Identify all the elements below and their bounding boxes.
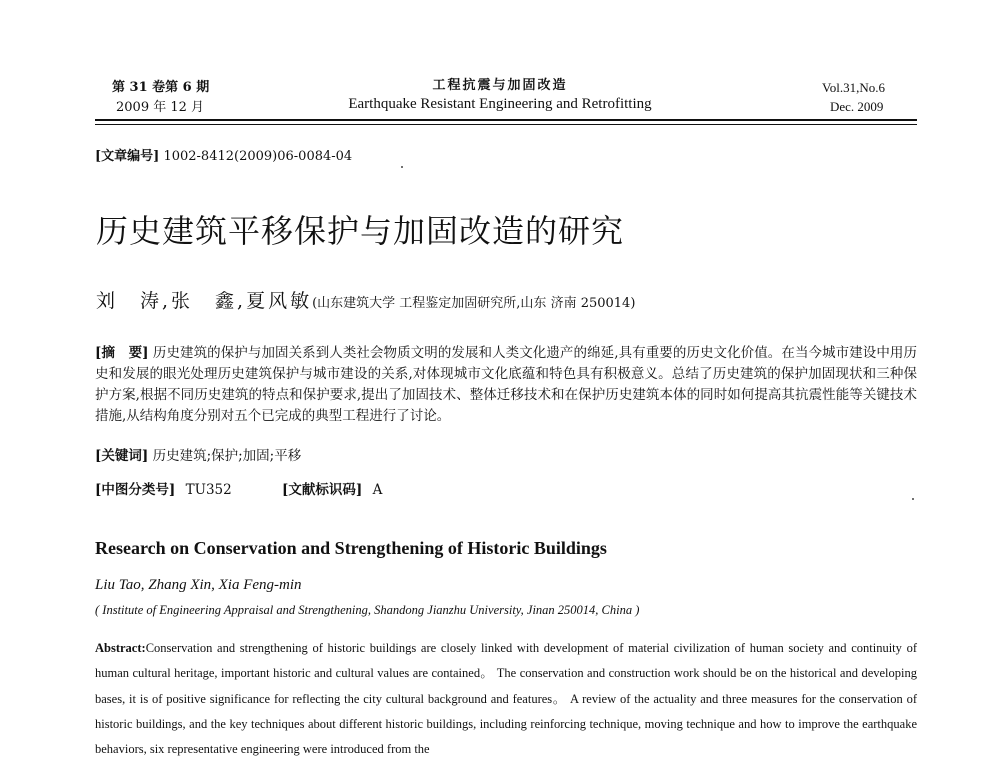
header-rule-thin [95,124,917,125]
scan-speck [912,498,914,500]
authors-en: Liu Tao, Zhang Xin, Xia Feng-min [95,577,302,593]
author-names-cn: 刘 涛,张 鑫,夏风敏 [96,290,313,312]
keywords-cn [95,446,917,467]
clc-label: [中图分类号] [95,482,176,498]
author-affiliation-cn: (山东建筑大学 工程鉴定加固研究所,山东 济南 250014) [312,296,636,311]
journal-name-cn: 工程抗震与加固改造 [432,78,568,93]
scan-speck [401,166,403,168]
doc-code-label: [文献标识码] [282,482,363,498]
abstract-en-text: Conservation and strengthening of historic buildings are closely linked with development of material civilization of human society and continuity of human cultural heritage, important historic and cultural values are contained。 The conservation and construction work should be on the historical and developing bases, it is of positive significance for reflecting the city cultural background and features。 A review of the actuality and three measures for the conservation of historic buildings, and the key techniques about different historic buildings, including reinforcing technique, moving technique and how to improve the earthquake behaviors, six representative engineering were introduced from the [95,641,917,757]
classification-line [95,480,917,501]
affiliation-en: ( Institute of Engineering Appraisal and Strengthening, Shandong Jianzhu University, Jinan 250014, China ) [95,603,640,617]
article-number-value: 1002-8412(2009)06-0084-04 [163,149,353,164]
doc-code-value: A [372,482,383,498]
keywords-cn-label: [关键词] [95,448,149,464]
paper-title-cn: 历史建筑平移保护与加固改造的研究 [96,212,625,250]
abstract-en-label: Abstract: [95,641,146,655]
volume-issue-en: Vol.31,No.6 [822,80,885,95]
keywords-cn-text: 历史建筑;保护;加固;平移 [152,448,302,464]
abstract-cn-text: 历史建筑的保护与加固关系到人类社会物质文明的发展和人类文化遗产的绵延,具有重要的历史文化价值。在当今城市建设中用历史和发展的眼光处理历史建筑保护与城市建设的关系,对体现城市文化底蕴和特色具有积极意义。总结了历史建筑的保护加固现状和三种保护方案,根据不同历史建筑的特点和保护要求,提出了加固技术、整体迁移技术和在保护历史建筑本体的同时如何提高其抗震性能等关键技术措施,从结构角度分别对五个已完成的典型工程进行了讨论。 [95,345,917,424]
header-rule-thick [95,119,917,121]
clc-value: TU352 [185,482,232,498]
date-cn: 2009 年 12 月 [116,100,205,115]
abstract-cn [95,343,917,427]
paper-title-en: Research on Conservation and Strengthening of Historic Buildings [95,538,607,558]
authors-cn [96,286,635,313]
abstract-cn-label: [摘 要] [95,345,149,361]
abstract-en [95,636,917,762]
article-number-label: [文章编号] [95,149,160,164]
volume-issue-cn: 第 31 卷第 6 期 [112,80,210,95]
article-number [95,145,352,164]
journal-name-en: Earthquake Resistant Engineering and Retrofitting [348,96,652,112]
date-en: Dec. 2009 [830,99,884,114]
